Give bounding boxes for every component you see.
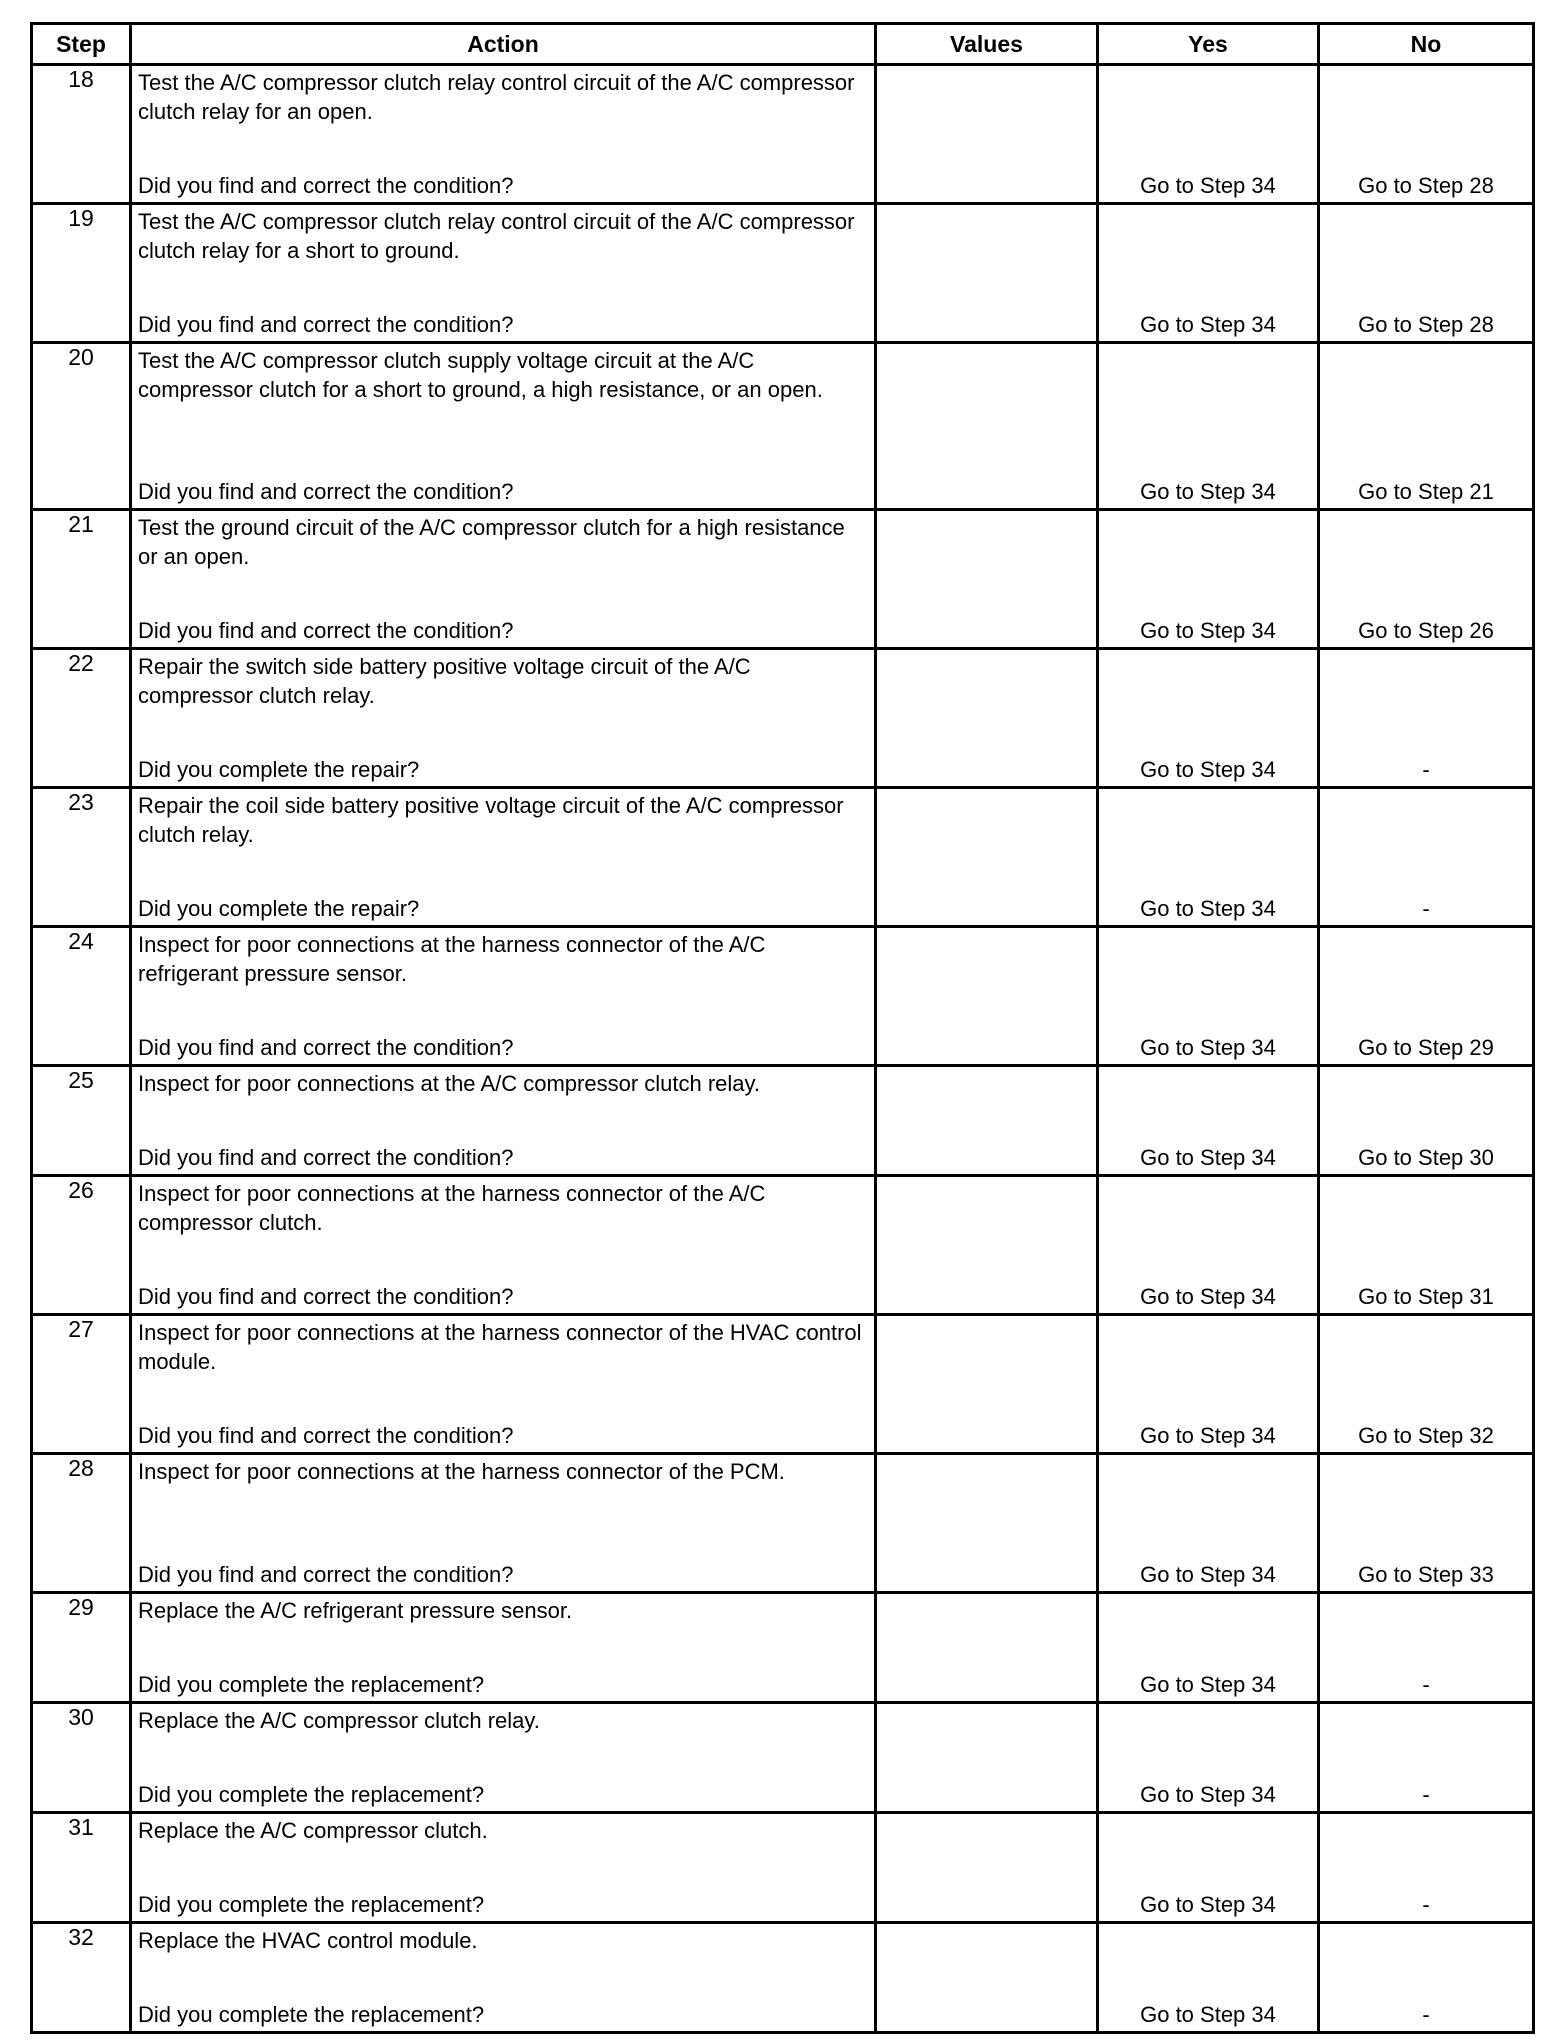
question-text: Did you find and correct the condition? [138,1423,514,1448]
step-number: 21 [32,510,131,649]
yes-result: Go to Step 34 [1140,1145,1276,1170]
no-cell [1319,1923,1534,2033]
header-values: Values [876,24,1098,65]
question-text: Did you find and correct the condition? [138,479,514,504]
question-text: Did you complete the replacement? [138,2002,485,2027]
values-cell [876,1703,1098,1813]
yes-cell [1098,1593,1319,1703]
values-cell [876,1813,1098,1923]
action-cell [131,510,876,649]
values-cell [876,343,1098,510]
header-yes: Yes [1098,24,1319,65]
question-text: Did you find and correct the condition? [138,1035,514,1060]
yes-cell [1098,510,1319,649]
no-result: - [1422,2002,1430,2027]
header-action: Action [131,24,876,65]
no-result: Go to Step 32 [1358,1423,1494,1448]
action-cell [131,1923,876,2033]
step-number: 32 [32,1923,131,2033]
question-text: Did you find and correct the condition? [138,312,514,337]
yes-result: Go to Step 34 [1140,1672,1276,1697]
no-result: Go to Step 30 [1358,1145,1494,1170]
diagnostic-table [30,22,1535,2034]
yes-result: Go to Step 34 [1140,1892,1276,1917]
table-row [32,1066,1534,1176]
values-cell [876,1066,1098,1176]
no-result: - [1422,1672,1430,1697]
step-number: 29 [32,1593,131,1703]
no-result: Go to Step 21 [1358,479,1494,504]
table-row [32,1454,1534,1593]
question-text: Did you find and correct the condition? [138,173,514,198]
no-result: Go to Step 28 [1358,173,1494,198]
yes-result: Go to Step 34 [1140,1423,1276,1448]
yes-result: Go to Step 34 [1140,1562,1276,1587]
question-text: Did you complete the replacement? [138,1672,485,1697]
yes-cell [1098,1454,1319,1593]
no-cell [1319,1066,1534,1176]
table-row [32,65,1534,204]
header-row [32,24,1534,65]
values-cell [876,1454,1098,1593]
step-number: 31 [32,1813,131,1923]
question-text: Did you find and correct the condition? [138,1562,514,1587]
step-number: 18 [32,65,131,204]
no-result: - [1422,1782,1430,1807]
yes-cell [1098,1176,1319,1315]
question-text: Did you find and correct the condition? [138,1284,514,1309]
no-result: Go to Step 29 [1358,1035,1494,1060]
action-text: Inspect for poor connections at the harness connector of the A/C refrigerant pressure sensor. [138,932,766,986]
action-text: Test the A/C compressor clutch relay control circuit of the A/C compressor clutch relay for a short to ground. [138,209,855,263]
question-text: Did you complete the repair? [138,757,420,782]
values-cell [876,65,1098,204]
step-number: 30 [32,1703,131,1813]
yes-result: Go to Step 34 [1140,173,1276,198]
no-cell [1319,1703,1534,1813]
action-cell [131,204,876,343]
no-cell [1319,1176,1534,1315]
table-row [32,343,1534,510]
values-cell [876,1176,1098,1315]
action-text: Replace the A/C compressor clutch. [138,1818,488,1843]
step-number: 26 [32,1176,131,1315]
yes-result: Go to Step 34 [1140,757,1276,782]
table-row [32,204,1534,343]
yes-cell [1098,1066,1319,1176]
no-cell [1319,788,1534,927]
action-cell [131,65,876,204]
no-cell [1319,1315,1534,1454]
step-number: 23 [32,788,131,927]
yes-cell [1098,1813,1319,1923]
action-cell [131,1315,876,1454]
yes-result: Go to Step 34 [1140,479,1276,504]
yes-result: Go to Step 34 [1140,1782,1276,1807]
yes-result: Go to Step 34 [1140,2002,1276,2027]
values-cell [876,927,1098,1066]
no-result: Go to Step 26 [1358,618,1494,643]
no-cell [1319,204,1534,343]
action-cell [131,649,876,788]
yes-result: Go to Step 34 [1140,1284,1276,1309]
values-cell [876,1923,1098,2033]
no-result: Go to Step 31 [1358,1284,1494,1309]
yes-cell [1098,1315,1319,1454]
question-text: Did you complete the replacement? [138,1892,485,1917]
table-row [32,649,1534,788]
action-text: Test the ground circuit of the A/C compressor clutch for a high resistance or an open. [138,515,845,569]
yes-cell [1098,65,1319,204]
step-number: 27 [32,1315,131,1454]
table-row [32,1176,1534,1315]
question-text: Did you complete the repair? [138,896,420,921]
action-cell [131,788,876,927]
no-cell [1319,343,1534,510]
values-cell [876,649,1098,788]
table-row [32,1593,1534,1703]
step-number: 25 [32,1066,131,1176]
no-cell [1319,649,1534,788]
no-result: - [1422,1892,1430,1917]
no-cell [1319,1813,1534,1923]
action-text: Inspect for poor connections at the harness connector of the PCM. [138,1459,785,1484]
action-text: Test the A/C compressor clutch supply voltage circuit at the A/C compressor clutch for a short to ground, a high resistance, or an open. [138,348,823,402]
action-cell [131,1454,876,1593]
table-row [32,927,1534,1066]
question-text: Did you find and correct the condition? [138,618,514,643]
action-text: Repair the coil side battery positive voltage circuit of the A/C compressor clutch relay. [138,793,844,847]
no-cell [1319,510,1534,649]
no-cell [1319,927,1534,1066]
action-text: Inspect for poor connections at the harness connector of the A/C compressor clutch. [138,1181,766,1235]
yes-cell [1098,204,1319,343]
action-cell [131,1066,876,1176]
values-cell [876,1593,1098,1703]
yes-cell [1098,788,1319,927]
action-cell [131,1176,876,1315]
step-number: 28 [32,1454,131,1593]
no-result: - [1422,757,1430,782]
action-cell [131,343,876,510]
values-cell [876,510,1098,649]
step-number: 19 [32,204,131,343]
step-number: 20 [32,343,131,510]
action-text: Replace the HVAC control module. [138,1928,478,1953]
yes-result: Go to Step 34 [1140,896,1276,921]
yes-result: Go to Step 34 [1140,618,1276,643]
yes-cell [1098,649,1319,788]
action-text: Replace the A/C refrigerant pressure sensor. [138,1598,573,1623]
action-cell [131,1593,876,1703]
table-row [32,1813,1534,1923]
action-cell [131,927,876,1066]
step-number: 24 [32,927,131,1066]
action-text: Inspect for poor connections at the harness connector of the HVAC control module. [138,1320,862,1374]
values-cell [876,788,1098,927]
action-text: Replace the A/C compressor clutch relay. [138,1708,540,1733]
yes-cell [1098,343,1319,510]
yes-result: Go to Step 34 [1140,312,1276,337]
action-text: Inspect for poor connections at the A/C compressor clutch relay. [138,1071,761,1096]
no-cell [1319,1593,1534,1703]
no-cell [1319,65,1534,204]
action-cell [131,1813,876,1923]
table-row [32,1703,1534,1813]
action-text: Repair the switch side battery positive voltage circuit of the A/C compressor clutch relay. [138,654,751,708]
no-result: - [1422,896,1430,921]
action-text: Test the A/C compressor clutch relay control circuit of the A/C compressor clutch relay for an open. [138,70,855,124]
table-row [32,1923,1534,2033]
table-row [32,510,1534,649]
no-cell [1319,1454,1534,1593]
question-text: Did you find and correct the condition? [138,1145,514,1170]
values-cell [876,1315,1098,1454]
values-cell [876,204,1098,343]
action-cell [131,1703,876,1813]
yes-cell [1098,1923,1319,2033]
step-number: 22 [32,649,131,788]
header-no: No [1319,24,1534,65]
yes-cell [1098,927,1319,1066]
table-row [32,1315,1534,1454]
yes-result: Go to Step 34 [1140,1035,1276,1060]
no-result: Go to Step 28 [1358,312,1494,337]
no-result: Go to Step 33 [1358,1562,1494,1587]
header-step: Step [32,24,131,65]
question-text: Did you complete the replacement? [138,1782,485,1807]
yes-cell [1098,1703,1319,1813]
table-row [32,788,1534,927]
